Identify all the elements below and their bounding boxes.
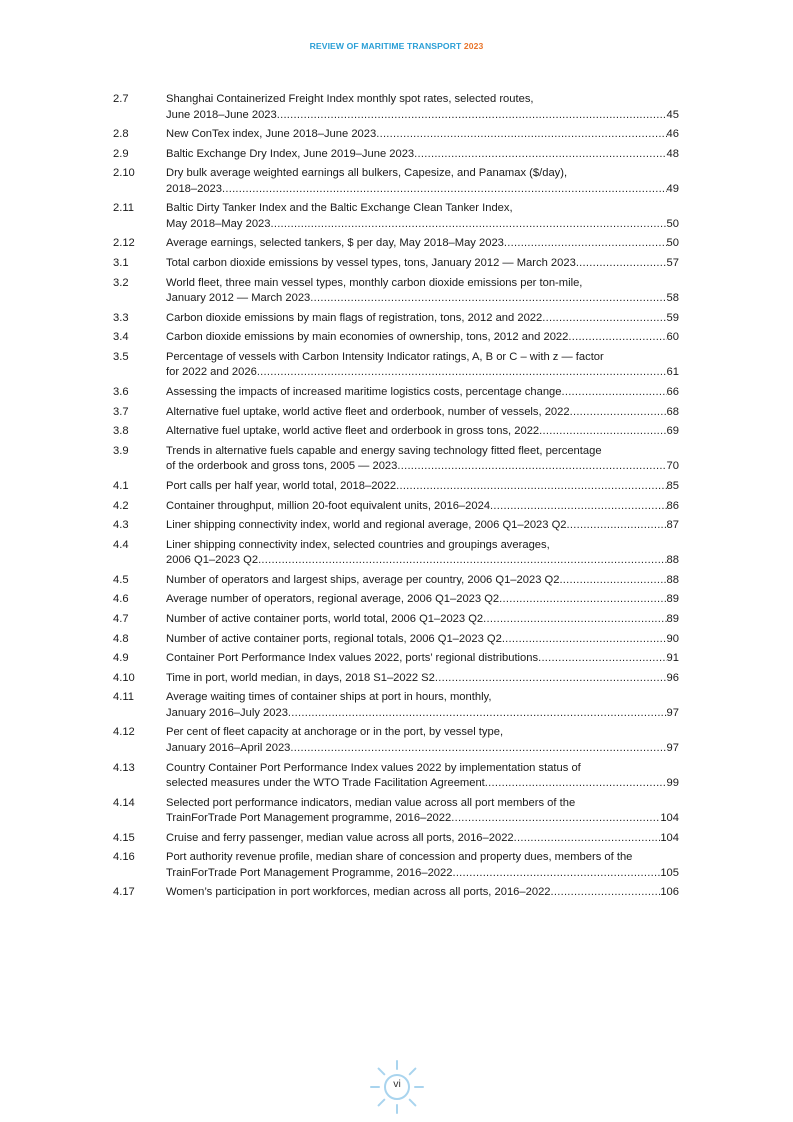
figure-number: 4.15: [113, 831, 135, 844]
toc-entry[interactable]: [113, 256, 679, 272]
toc-entry[interactable]: [113, 350, 679, 381]
dot-leader: [490, 499, 667, 515]
page-ref[interactable]: 87: [666, 519, 679, 532]
toc-entry[interactable]: [113, 632, 679, 648]
figure-title-line: Container throughput, million 20-foot equivalent units, 2016–2024: [166, 499, 491, 512]
toc-entry[interactable]: [113, 405, 679, 421]
toc-entry[interactable]: [113, 796, 679, 827]
figure-title-line: January 2016–April 2023: [166, 741, 291, 754]
figure-title-line: May 2018–May 2023: [166, 217, 271, 230]
page-ref[interactable]: 104: [660, 812, 679, 825]
page-ref[interactable]: 50: [666, 237, 679, 250]
figure-title-line: Carbon dioxide emissions by main economies of ownership, tons, 2012 and 2022: [166, 331, 569, 344]
figure-title-line: Women’s participation in port workforces, median across all ports, 2016–2022: [166, 886, 551, 899]
toc-entry[interactable]: [113, 671, 679, 687]
figure-title-line: Alternative fuel uptake, world active fleet and orderbook, number of vessels, 2022: [166, 405, 570, 418]
page-ref[interactable]: 97: [666, 706, 679, 719]
dot-leader: [277, 108, 667, 124]
toc-entry[interactable]: [113, 612, 679, 628]
dot-leader: [502, 632, 667, 648]
figure-number: 2.9: [113, 147, 129, 160]
page-ref[interactable]: 60: [666, 331, 679, 344]
dot-leader: [414, 147, 666, 163]
dot-leader: [559, 573, 666, 589]
figure-title-line: Liner shipping connectivity index, selected countries and groupings averages,: [166, 538, 550, 551]
figure-title-line: Time in port, world median, in days, 2018 S1–2022 S2: [166, 671, 435, 684]
page-ref[interactable]: 70: [666, 460, 679, 473]
page-ref[interactable]: 88: [666, 554, 679, 567]
toc-entry[interactable]: [113, 201, 679, 232]
figure-number: 3.1: [113, 257, 129, 270]
dot-leader: [222, 182, 667, 198]
toc-entry[interactable]: [113, 725, 679, 756]
figure-number: 4.5: [113, 573, 129, 586]
page-ref[interactable]: 97: [666, 741, 679, 754]
toc-entry[interactable]: [113, 690, 679, 721]
page-ref[interactable]: 89: [666, 612, 679, 625]
dot-leader: [499, 592, 666, 608]
toc-entry[interactable]: [113, 311, 679, 327]
figure-number: 2.10: [113, 167, 135, 180]
page-ref[interactable]: 68: [666, 405, 679, 418]
figure-title-line: Average waiting times of container ships at port in hours, monthly,: [166, 691, 492, 704]
toc-entry[interactable]: [113, 518, 679, 534]
figure-title-line: Number of active container ports, world total, 2006 Q1–2023 Q2: [166, 612, 484, 625]
page-ref[interactable]: 58: [666, 292, 679, 305]
figure-title-line: TrainForTrade Port Management Programme, 2016–2022: [166, 866, 453, 879]
page-ref[interactable]: 96: [666, 671, 679, 684]
figure-title-line: Carbon dioxide emissions by main flags of registration, tons, 2012 and 2022: [166, 311, 543, 324]
figure-number: 4.13: [113, 761, 135, 774]
dot-leader: [397, 459, 666, 475]
toc-entry[interactable]: [113, 761, 679, 792]
dot-leader: [542, 311, 666, 327]
dot-leader: [567, 518, 667, 534]
figure-title-line: Assessing the impacts of increased maritime logistics costs, percentage change: [166, 386, 562, 399]
toc-entry[interactable]: [113, 850, 679, 881]
figure-number: 4.2: [113, 499, 129, 512]
page-ref[interactable]: 69: [666, 425, 679, 438]
figure-number: 3.6: [113, 386, 129, 399]
figure-title-line: Baltic Exchange Dry Index, June 2019–June 2023: [166, 147, 415, 160]
figure-title-line: Port authority revenue profile, median share of concession and property dues, members of the: [166, 851, 633, 864]
toc-entry[interactable]: [113, 424, 679, 440]
toc-entry[interactable]: [113, 147, 679, 163]
page-ref[interactable]: 90: [666, 632, 679, 645]
figure-title-line: Total carbon dioxide emissions by vessel types, tons, January 2012 — March 2023: [166, 257, 576, 270]
running-header: [0, 41, 793, 51]
figure-number: 3.2: [113, 276, 129, 289]
figure-number: 4.12: [113, 726, 135, 739]
header-year: 2023: [463, 41, 484, 51]
dot-leader: [257, 365, 667, 381]
toc-entry[interactable]: [113, 592, 679, 608]
dot-leader: [270, 217, 666, 233]
dot-leader: [396, 479, 666, 495]
toc-entry[interactable]: [113, 538, 679, 569]
figure-number: 4.7: [113, 612, 129, 625]
figure-number: 3.8: [113, 425, 129, 438]
dot-leader: [452, 866, 660, 882]
figure-title-line: World fleet, three main vessel types, monthly carbon dioxide emissions per ton-mile,: [166, 276, 583, 289]
figure-number: 3.7: [113, 405, 129, 418]
figure-number: 3.5: [113, 350, 129, 363]
figure-title-line: Selected port performance indicators, median value across all port members of the: [166, 796, 576, 809]
page-ref[interactable]: 105: [660, 866, 679, 879]
page-ref[interactable]: 99: [666, 777, 679, 790]
figure-title-line: Shanghai Containerized Freight Index monthly spot rates, selected routes,: [166, 93, 534, 105]
figure-title-line: Per cent of fleet capacity at anchorage or in the port, by vessel type,: [166, 726, 504, 739]
dot-leader: [483, 612, 666, 628]
toc-entry[interactable]: [113, 444, 679, 475]
figure-title-line: Port calls per half year, world total, 2018–2022: [166, 479, 397, 492]
figure-title-line: Number of operators and largest ships, average per country, 2006 Q1–2023 Q2: [166, 573, 560, 586]
figure-title-line: Trends in alternative fuels capable and energy saving technology fitted fleet, percentage: [166, 444, 602, 457]
page-ref[interactable]: 48: [666, 147, 679, 160]
page-ref[interactable]: 46: [666, 128, 679, 141]
toc-entry[interactable]: [113, 573, 679, 589]
figure-number: 4.9: [113, 652, 129, 665]
figure-title-line: Container Port Performance Index values 2022, ports’ regional distributions: [166, 652, 539, 665]
figure-title-line: Average number of operators, regional average, 2006 Q1–2023 Q2: [166, 593, 500, 606]
figure-number: 3.3: [113, 311, 129, 324]
header-title: REVIEW OF MARITIME TRANSPORT: [309, 41, 462, 51]
dot-leader: [538, 651, 666, 667]
page-ref[interactable]: 85: [666, 479, 679, 492]
page-ref[interactable]: 49: [666, 182, 679, 195]
list-of-figures: [113, 92, 679, 905]
dot-leader: [288, 706, 667, 722]
figure-number: 4.16: [113, 851, 135, 864]
toc-entry[interactable]: [113, 831, 679, 847]
figure-title-line: 2018–2023: [166, 182, 222, 195]
figure-title-line: for 2022 and 2026: [166, 366, 257, 379]
page-footer: [367, 1057, 427, 1117]
page-ref[interactable]: 89: [666, 593, 679, 606]
dot-leader: [451, 811, 660, 827]
dot-leader: [568, 330, 666, 346]
toc-entry[interactable]: [113, 92, 679, 123]
toc-entry[interactable]: [113, 385, 679, 401]
toc-entry[interactable]: [113, 236, 679, 252]
toc-entry[interactable]: [113, 166, 679, 197]
dot-leader: [514, 831, 661, 847]
page-ref[interactable]: 88: [666, 573, 679, 586]
toc-entry[interactable]: [113, 651, 679, 667]
page-ref[interactable]: 66: [666, 386, 679, 399]
figure-title-line: Country Container Port Performance Index values 2022 by implementation status of: [166, 761, 581, 774]
page-ref[interactable]: 86: [666, 499, 679, 512]
dot-leader: [551, 885, 661, 901]
dot-leader: [435, 671, 667, 687]
dot-leader: [310, 291, 666, 307]
figure-title-line: Baltic Dirty Tanker Index and the Baltic Exchange Clean Tanker Index,: [166, 202, 513, 215]
figure-number: 4.8: [113, 632, 129, 645]
figure-title-line: Liner shipping connectivity index, world and regional average, 2006 Q1–2023 Q2: [166, 519, 567, 532]
page-number: vi: [393, 1078, 401, 1090]
figure-title-line: Percentage of vessels with Carbon Intensity Indicator ratings, A, B or C – with z — factor: [166, 350, 604, 363]
dot-leader: [576, 256, 667, 272]
dot-leader: [258, 553, 666, 569]
figure-number: 2.11: [113, 202, 134, 215]
figure-number: 4.10: [113, 671, 135, 684]
dot-leader: [561, 385, 666, 401]
toc-entry[interactable]: [113, 885, 679, 901]
page-ref[interactable]: 91: [666, 652, 679, 665]
page-ref[interactable]: 59: [666, 311, 679, 324]
page-ref[interactable]: 61: [666, 366, 679, 379]
figure-title-line: Alternative fuel uptake, world active fleet and orderbook in gross tons, 2022: [166, 425, 540, 438]
dot-leader: [504, 236, 667, 252]
figure-title-line: Cruise and ferry passenger, median value across all ports, 2016–2022: [166, 831, 514, 844]
dot-leader: [290, 741, 666, 757]
figure-title-line: 2006 Q1–2023 Q2: [166, 554, 259, 567]
page-ref[interactable]: 104: [660, 831, 679, 844]
figure-number: 3.4: [113, 331, 129, 344]
toc-entry[interactable]: [113, 499, 679, 515]
figure-title-line: Average earnings, selected tankers, $ per day, May 2018–May 2023: [166, 237, 504, 250]
figure-title-line: January 2016–July 2023: [166, 706, 288, 719]
dot-leader: [570, 405, 667, 421]
dot-leader: [376, 127, 666, 143]
figure-title-line: January 2012 — March 2023: [166, 292, 311, 305]
figure-number: 4.11: [113, 691, 134, 704]
page-ref[interactable]: 50: [666, 217, 679, 230]
figure-number: 4.1: [113, 479, 129, 492]
toc-entry[interactable]: [113, 479, 679, 495]
figure-number: 4.17: [113, 886, 135, 899]
figure-number: 4.4: [113, 538, 129, 551]
figure-title-line: Dry bulk average weighted earnings all bulkers, Capesize, and Panamax ($/day),: [166, 167, 568, 180]
figure-number: 3.9: [113, 444, 129, 457]
figure-title-line: Number of active container ports, regional totals, 2006 Q1–2023 Q2: [166, 632, 502, 645]
dot-leader: [485, 776, 667, 792]
figure-number: 2.12: [113, 237, 135, 250]
toc-entry[interactable]: [113, 127, 679, 143]
figure-number: 4.6: [113, 593, 129, 606]
page-ref[interactable]: 106: [660, 886, 679, 899]
toc-entry[interactable]: [113, 330, 679, 346]
figure-title-line: New ConTex index, June 2018–June 2023: [166, 128, 377, 141]
figure-title-line: selected measures under the WTO Trade Facilitation Agreement: [166, 777, 485, 790]
figure-title-line: of the orderbook and gross tons, 2005 — 2023: [166, 460, 398, 473]
figure-number: 4.3: [113, 519, 129, 532]
figure-number: 4.14: [113, 796, 135, 809]
page-ref[interactable]: 45: [666, 108, 679, 121]
figure-number: 2.7: [113, 93, 129, 105]
page-ref[interactable]: 57: [666, 257, 679, 270]
toc-entry[interactable]: [113, 276, 679, 307]
dot-leader: [539, 424, 666, 440]
figure-title-line: June 2018–June 2023: [166, 108, 277, 121]
figure-title-line: TrainForTrade Port Management programme, 2016–2022: [166, 812, 452, 825]
figure-number: 2.8: [113, 128, 129, 141]
